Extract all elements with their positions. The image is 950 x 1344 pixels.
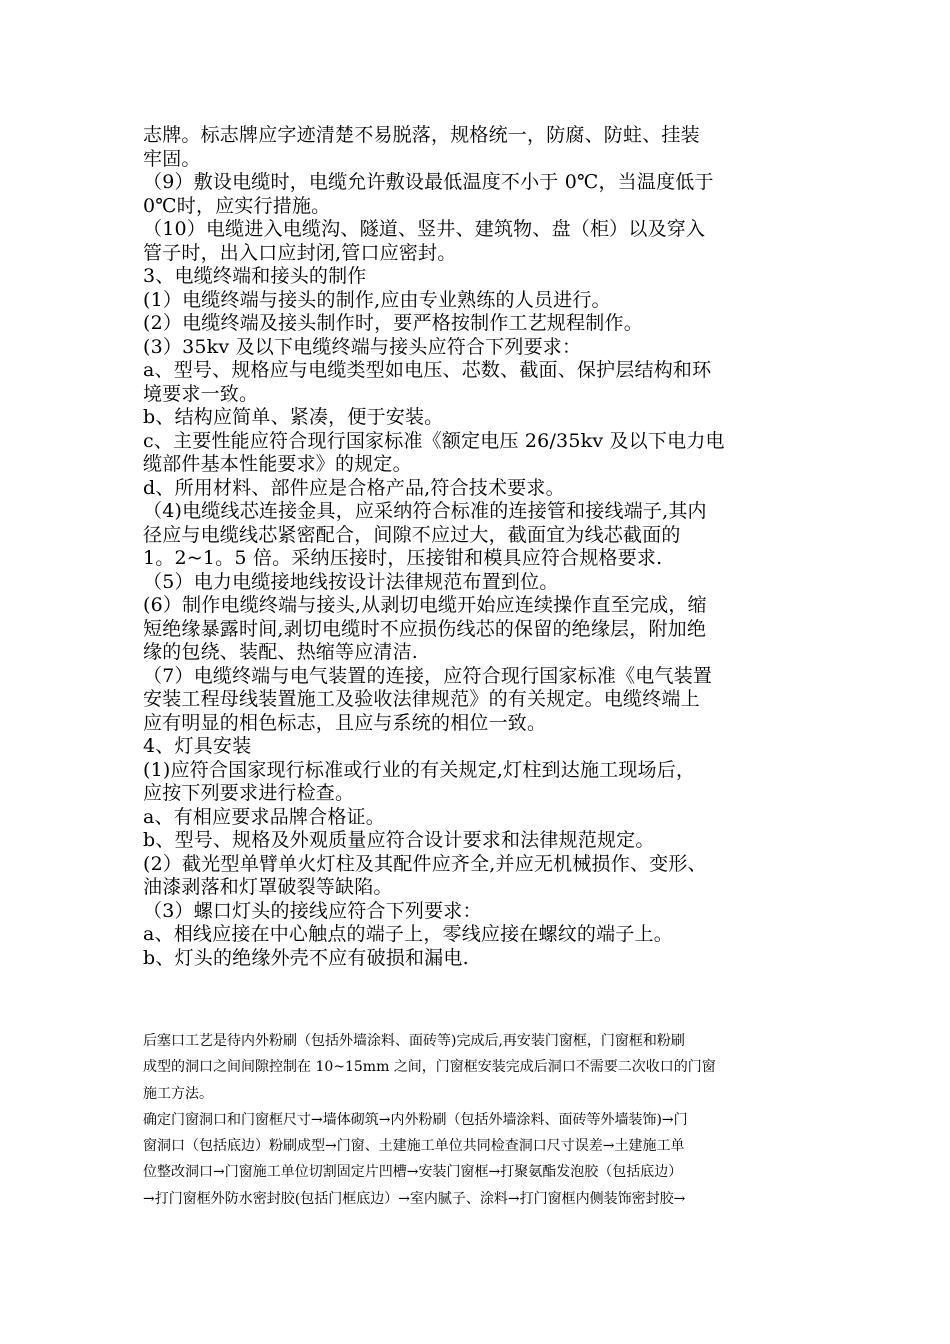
note-line: 成型的洞口之间间隙控制在 10~15mm 之间，门窗框安装完成后洞口不需要二次收口的门窗 bbox=[143, 1059, 716, 1076]
section-heading: 3、电缆终端和接头的制作 bbox=[143, 265, 367, 287]
text-line: (1)应符合国家现行标准或行业的有关规定,灯柱到达施工现场后， bbox=[143, 758, 696, 781]
text-line: c、主要性能应符合现行国家标准《额定电压 26/35kv 及以下电力电 bbox=[143, 429, 725, 452]
text-line: 志牌。标志牌应字迹清楚不易脱落，规格统一，防腐、防蛀、挂装 bbox=[143, 124, 700, 146]
text-line: (6）制作电缆终端与接头,从剥切电缆开始应连续操作直至完成，缩 bbox=[143, 594, 707, 616]
text-line: （10）电缆进入电缆沟、隧道、竖井、建筑物、盘（柜）以及穿入 bbox=[143, 218, 706, 240]
text-line: 缆部件基本性能要求》的规定。 bbox=[143, 453, 412, 475]
text-line: 1。2~1。5 倍。采纳压接时，压接钳和模具应符合规格要求. bbox=[143, 547, 663, 569]
text-line: (3）35kv 及以下电缆终端与接头应符合下列要求： bbox=[143, 335, 582, 358]
note-line: 后塞口工艺是待内外粉刷（包括外墙涂料、面砖等)完成后,再安装门窗框，门窗框和粉刷 bbox=[143, 1033, 685, 1049]
text-line: a、有相应要求品牌合格证。 bbox=[143, 805, 385, 828]
text-line: 油漆剥落和灯罩破裂等缺陷。 bbox=[143, 876, 393, 898]
note-line: 确定门窗洞口和门窗框尺寸→墙体砌筑→内外粉刷（包括外墙涂料、面砖等外墙装饰)→门 bbox=[143, 1111, 688, 1128]
text-line: 0℃时，应实行措施。 bbox=[143, 194, 331, 217]
text-line: 短绝缘暴露时间,剥切电缆时不应损伤线芯的保留的绝缘层，附加绝 bbox=[143, 617, 707, 640]
text-line: 牢固。 bbox=[143, 147, 201, 170]
text-line: （7）电缆终端与电气装置的连接，应符合现行国家标准《电气装置 bbox=[143, 664, 713, 687]
text-line: d、所用材料、部件应是合格产品,符合技术要求。 bbox=[143, 476, 565, 499]
text-line: 应按下列要求进行检查。 bbox=[143, 782, 355, 804]
text-line: b、灯头的绝缘外壳不应有破损和漏电. bbox=[143, 946, 469, 969]
text-line: (2）电缆终端及接头制作时，要严格按制作工艺规程制作。 bbox=[143, 312, 643, 334]
main-text-block bbox=[143, 124, 823, 970]
text-line: a、相线应接在中心触点的端子上，零线应接在螺纹的端子上。 bbox=[143, 923, 673, 945]
note-line: →打门窗框外防水密封胶(包括门框底边）→室内腻子、涂料→打门窗框内侧装饰密封胶→ bbox=[143, 1190, 686, 1207]
text-line: b、型号、规格及外观质量应符合设计要求和法律规范规定。 bbox=[143, 829, 655, 851]
text-line: （9）敷设电缆时，电缆允许敷设最低温度不小于 0℃，当温度低于 bbox=[143, 171, 714, 193]
note-line: 施工方法。 bbox=[143, 1085, 213, 1102]
text-line: 缘的包绕、装配、热缩等应清洁. bbox=[143, 641, 419, 663]
text-line: (2）截光型单臂单火灯柱及其配件应齐全,并应无机械损作、变形、 bbox=[143, 852, 707, 875]
text-line: b、结构应简单、紧凑，便于安装。 bbox=[143, 406, 444, 428]
text-line: （5）电力电缆接地线按设计法律规范布置到位。 bbox=[143, 570, 559, 593]
text-line: 安装工程母线装置施工及验收法律规范》的有关规定。电缆终端上 bbox=[143, 688, 700, 710]
text-line: (1）电缆终端与接头的制作,应由专业熟练的人员进行。 bbox=[143, 288, 611, 311]
note-line: 位整改洞口→门窗施工单位切割固定片凹槽→安装门窗框→打聚氨酯发泡胶（包括底边） bbox=[143, 1164, 683, 1181]
text-line: a、型号、规格应与电缆类型如电压、芯数、截面、保护层结构和环 bbox=[143, 359, 712, 381]
text-line: （4)电缆线芯连接金具，应采纳符合标准的连接管和接线端子,其内 bbox=[143, 500, 707, 522]
note-line: 窗洞口（包括底边）粉刷成型→门窗、土建施工单位共同检查洞口尺寸误差→土建施工单 bbox=[143, 1138, 685, 1155]
appended-note-block bbox=[143, 1028, 818, 1212]
text-line: 境要求一致。 bbox=[143, 382, 259, 405]
text-line: 管子时，出入口应封闭,管口应密封。 bbox=[143, 241, 457, 264]
section-heading: 4、灯具安装 bbox=[143, 735, 252, 757]
text-line: （3）螺口灯头的接线应符合下列要求： bbox=[143, 899, 482, 922]
text-line: 径应与电缆线芯紧密配合，间隙不应过大，截面宜为线芯截面的 bbox=[143, 523, 681, 546]
text-line: 应有明显的相色标志，且应与系统的相位一致。 bbox=[143, 711, 547, 734]
